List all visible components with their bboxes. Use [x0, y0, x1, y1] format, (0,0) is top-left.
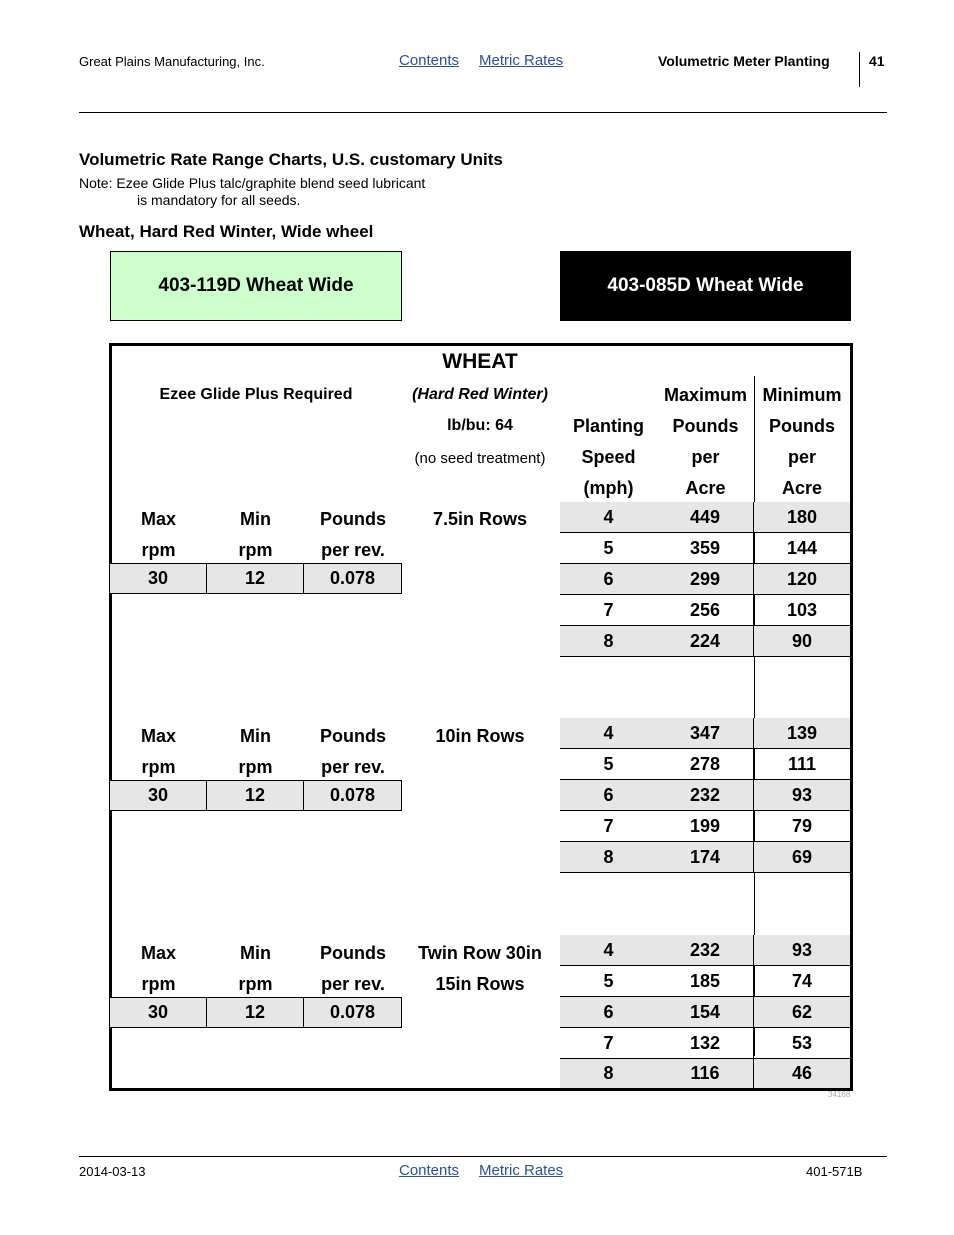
table-row [560, 1059, 850, 1088]
speed-cell: 7 [603, 599, 614, 620]
speed-cell: 4 [603, 939, 614, 960]
speed-cell: 8 [603, 630, 614, 651]
table-row [560, 626, 850, 657]
param-lbs-label: Pounds [320, 726, 386, 746]
min-cell: 103 [786, 599, 818, 620]
table-row [560, 966, 850, 997]
table-row [560, 564, 850, 595]
footer-rule [79, 1156, 887, 1157]
param-max-unit: rpm [141, 540, 176, 560]
min-rpm-value: 12 [207, 781, 304, 810]
lb-per-bushel: lb/bu: 64 [447, 417, 513, 434]
meter-params-row [110, 997, 402, 1028]
param-min-label: Min [240, 509, 271, 529]
company-name: Great Plains Manufacturing, Inc. [79, 54, 265, 69]
wheel-green-label: 403-119D Wheat Wide [158, 275, 354, 296]
meter-params-row [110, 780, 402, 811]
table-row [560, 935, 850, 966]
param-min-unit: rpm [238, 540, 273, 560]
row-spacing-label: 10in Rows [435, 726, 525, 746]
table-row [560, 842, 850, 873]
param-min-label: Min [240, 726, 271, 746]
section-name: Volumetric Meter Planting [658, 53, 830, 69]
table-row [560, 811, 850, 842]
table-row [560, 502, 850, 533]
param-min-unit: rpm [238, 757, 273, 777]
max-rpm-value: 30 [110, 781, 207, 810]
min-cell: 46 [791, 1063, 813, 1083]
speed-cell: 8 [603, 846, 614, 867]
max-cell: 132 [657, 1028, 754, 1058]
min-cell: 93 [791, 939, 813, 960]
param-lbs-unit: per rev. [321, 757, 385, 777]
ezee-required: Ezee Glide Plus Required [159, 386, 353, 403]
table-row [560, 749, 850, 780]
col-max-1: Maximum [663, 385, 748, 405]
max-cell: 154 [657, 997, 754, 1027]
min-cell: 139 [786, 722, 818, 743]
max-cell: 256 [657, 595, 754, 625]
max-cell: 299 [657, 564, 754, 594]
speed-cell: 4 [603, 506, 614, 527]
col-speed-1: Planting [573, 416, 644, 436]
col-max-4: Acre [685, 478, 726, 498]
col-max-3: per [691, 447, 720, 467]
speed-cell: 5 [603, 537, 614, 558]
chart-title: WHEAT [442, 350, 518, 373]
max-cell: 185 [657, 966, 754, 996]
min-cell: 62 [791, 1001, 813, 1022]
speed-cell: 6 [603, 784, 614, 805]
max-cell: 116 [657, 1059, 754, 1088]
wheel-green-box [110, 251, 402, 321]
section-title: Volumetric Rate Range Charts, U.S. customary Units [79, 150, 503, 169]
table-row [560, 533, 850, 564]
max-cell: 359 [657, 533, 754, 563]
footer-date: 2014-03-13 [79, 1164, 146, 1179]
wheel-black-box [560, 251, 851, 321]
max-cell: 347 [657, 718, 754, 748]
meter-params-row [110, 563, 402, 594]
min-cell: 144 [786, 537, 818, 558]
row-spacing-label: 7.5in Rows [432, 509, 528, 529]
col-speed-2: Speed [581, 447, 636, 467]
page-number: 41 [869, 53, 885, 69]
lbs-per-rev-value: 0.078 [304, 564, 402, 593]
max-cell: 278 [657, 749, 754, 779]
note-line-1: Note: Ezee Glide Plus talc/graphite blend seed lubricant [79, 175, 426, 191]
speed-cell: 6 [603, 1001, 614, 1022]
footer-contents-link[interactable]: Contents [399, 1162, 460, 1179]
speed-cell: 7 [603, 1032, 614, 1053]
param-max-label: Max [140, 509, 176, 529]
max-rpm-value: 30 [110, 564, 207, 593]
min-cell: 93 [791, 784, 813, 805]
speed-cell: 5 [603, 753, 614, 774]
min-cell: 69 [791, 846, 813, 867]
footer-metric-rates-link[interactable]: Metric Rates [479, 1162, 564, 1179]
min-cell: 120 [786, 568, 818, 589]
param-lbs-unit: per rev. [321, 974, 385, 994]
figure-code: 34168 [828, 1090, 851, 1099]
min-rpm-value: 12 [207, 998, 304, 1027]
note-line-2: is mandatory for all seeds. [137, 192, 301, 208]
min-cell: 111 [787, 753, 817, 774]
col-speed-3: (mph) [583, 478, 634, 498]
speed-cell: 6 [603, 568, 614, 589]
sub-title: Wheat, Hard Red Winter, Wide wheel [79, 222, 374, 241]
header-divider [859, 52, 860, 87]
table-row [560, 595, 850, 626]
min-rpm-value: 12 [207, 564, 304, 593]
col-min-4: Acre [781, 478, 823, 498]
col-min-2: Pounds [769, 416, 835, 436]
min-cell: 79 [791, 815, 813, 836]
param-min-label: Min [240, 943, 271, 963]
speed-cell: 7 [603, 815, 614, 836]
seed-treatment: (no seed treatment) [414, 450, 546, 467]
col-min-3: per [787, 447, 816, 467]
wheel-black-label: 403-085D Wheat Wide [607, 275, 804, 296]
speed-cell: 5 [603, 970, 614, 991]
param-lbs-label: Pounds [320, 943, 386, 963]
col-min-1: Minimum [762, 385, 842, 405]
param-max-label: Max [140, 943, 176, 963]
param-max-unit: rpm [141, 974, 176, 994]
max-cell: 224 [657, 626, 754, 656]
min-cell: 90 [791, 630, 813, 651]
table-row [560, 780, 850, 811]
col-max-2: Pounds [672, 416, 739, 436]
param-min-unit: rpm [238, 974, 273, 994]
min-cell: 180 [786, 506, 818, 527]
lbs-per-rev-value: 0.078 [304, 998, 402, 1027]
row-spacing-label-2: 15in Rows [435, 974, 525, 994]
table-row [560, 718, 850, 749]
doc-number: 401-571B [806, 1164, 863, 1179]
param-max-unit: rpm [141, 757, 176, 777]
header-rule [79, 112, 887, 113]
max-cell: 199 [657, 811, 754, 841]
lbs-per-rev-value: 0.078 [304, 781, 402, 810]
max-cell: 232 [657, 780, 754, 810]
metric-rates-link[interactable]: Metric Rates [479, 52, 564, 69]
param-max-label: Max [140, 726, 176, 746]
speed-cell: 8 [603, 1063, 614, 1083]
max-cell: 232 [657, 935, 754, 965]
param-lbs-label: Pounds [320, 509, 386, 529]
row-spacing-label: Twin Row 30in [418, 943, 542, 963]
param-lbs-unit: per rev. [321, 540, 385, 560]
min-cell: 74 [791, 970, 813, 991]
speed-cell: 4 [603, 722, 614, 743]
table-row [560, 1028, 850, 1059]
max-cell: 449 [657, 502, 754, 532]
min-cell: 53 [791, 1032, 813, 1053]
max-rpm-value: 30 [110, 998, 207, 1027]
table-row [560, 997, 850, 1028]
contents-link[interactable]: Contents [399, 52, 460, 69]
crop-variety: (Hard Red Winter) [412, 386, 548, 403]
max-cell: 174 [657, 842, 754, 872]
